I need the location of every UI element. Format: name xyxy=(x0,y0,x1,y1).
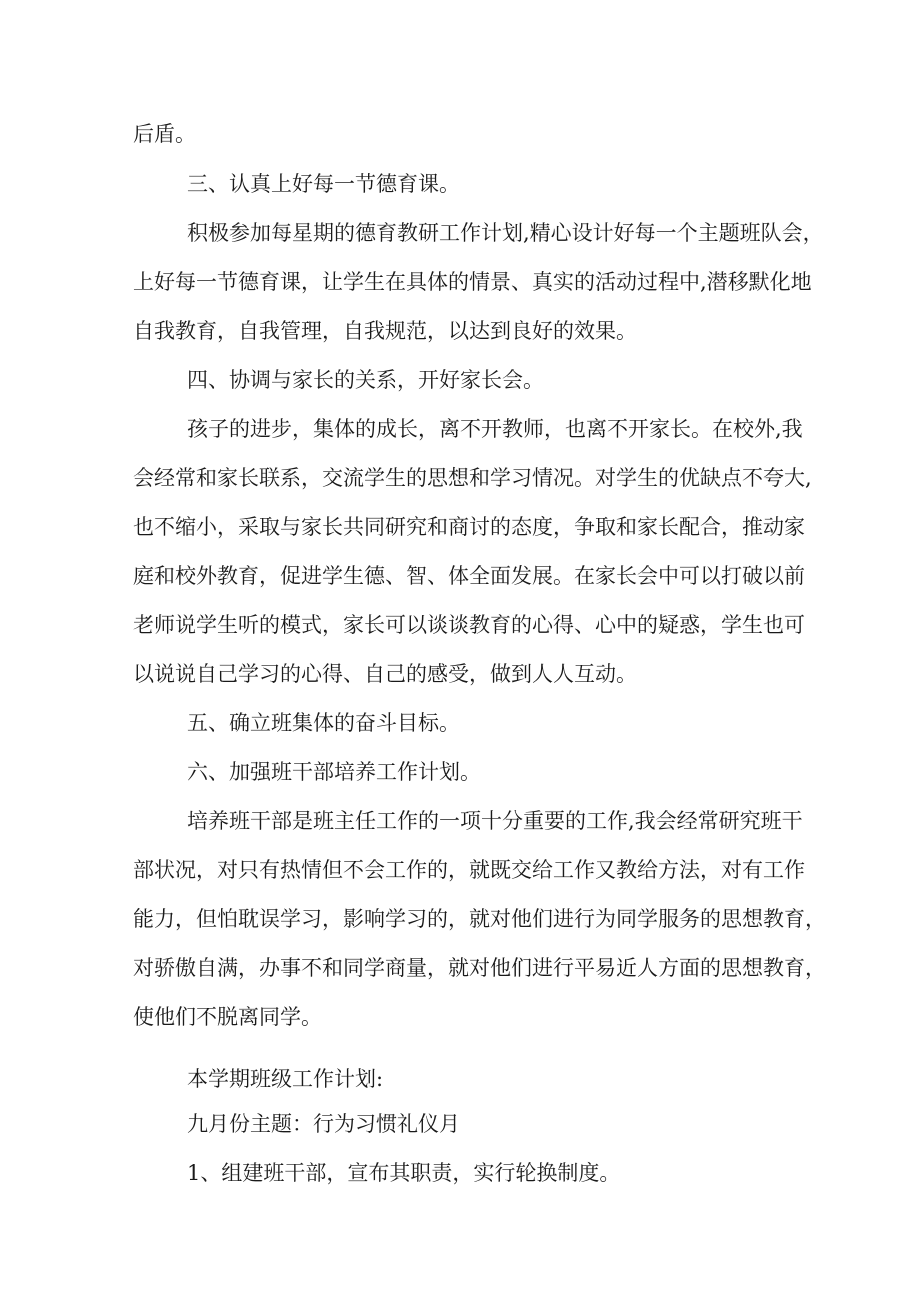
plan-heading: 本学期班级工作计划: xyxy=(187,1067,384,1091)
paragraph-line: 自我教育，自我管理，自我规范，以达到良好的效果。 xyxy=(133,319,637,343)
paragraph-line: 以说说自己学习的心得、自己的感受，做到人人互动。 xyxy=(133,662,637,686)
paragraph-line: 上好每一节德育课，让学生在具体的情景、真实的活动过程中,潜移默化地 xyxy=(133,270,812,294)
section-heading-4: 四、协调与家长的关系，开好家长会。 xyxy=(187,368,544,392)
paragraph-line: 部状况，对只有热情但不会工作的，就既交给工作又教给方法，对有工作 xyxy=(133,858,805,882)
paragraph-line: 积极参加每星期的德育教研工作计划,精心设计好每一个主题班队会， xyxy=(187,221,824,245)
section-heading-3: 三、认真上好每一节德育课。 xyxy=(187,172,460,196)
paragraph-line: 会经常和家长联系，交流学生的思想和学习情况。对学生的优缺点不夸大, xyxy=(133,466,812,490)
paragraph-line: 也不缩小，采取与家长共同研究和商讨的态度，争取和家长配合，推动家 xyxy=(133,515,805,539)
paragraph-line: 培养班干部是班主任工作的一项十分重要的工作,我会经常研究班干 xyxy=(187,809,803,833)
paragraph-line: 孩子的进步，集体的成长，离不开教师，也离不开家长。在校外,我 xyxy=(187,417,803,441)
paragraph-line: 能力，但怕耽误学习，影响学习的，就对他们进行为同学服务的思想教育， xyxy=(133,907,826,931)
section-heading-5: 五、确立班集体的奋斗目标。 xyxy=(187,711,460,735)
paragraph-line: 老师说学生听的模式，家长可以谈谈教育的心得、心中的疑惑，学生也可 xyxy=(133,613,805,637)
plan-item-1: 1、组建班干部，宣布其职责，实行轮换制度。 xyxy=(187,1161,621,1185)
text-line-continuation: 后盾。 xyxy=(133,122,196,146)
paragraph-line: 庭和校外教育，促进学生德、智、体全面发展。在家长会中可以打破以前 xyxy=(133,564,805,588)
paragraph-line: 使他们不脱离同学。 xyxy=(133,1005,322,1029)
section-heading-6: 六、加强班干部培养工作计划。 xyxy=(187,760,481,784)
paragraph-line: 对骄傲自满，办事不和同学商量，就对他们进行平易近人方面的思想教育， xyxy=(133,956,826,980)
month-theme: 九月份主题：行为习惯礼仪月 xyxy=(187,1112,460,1136)
